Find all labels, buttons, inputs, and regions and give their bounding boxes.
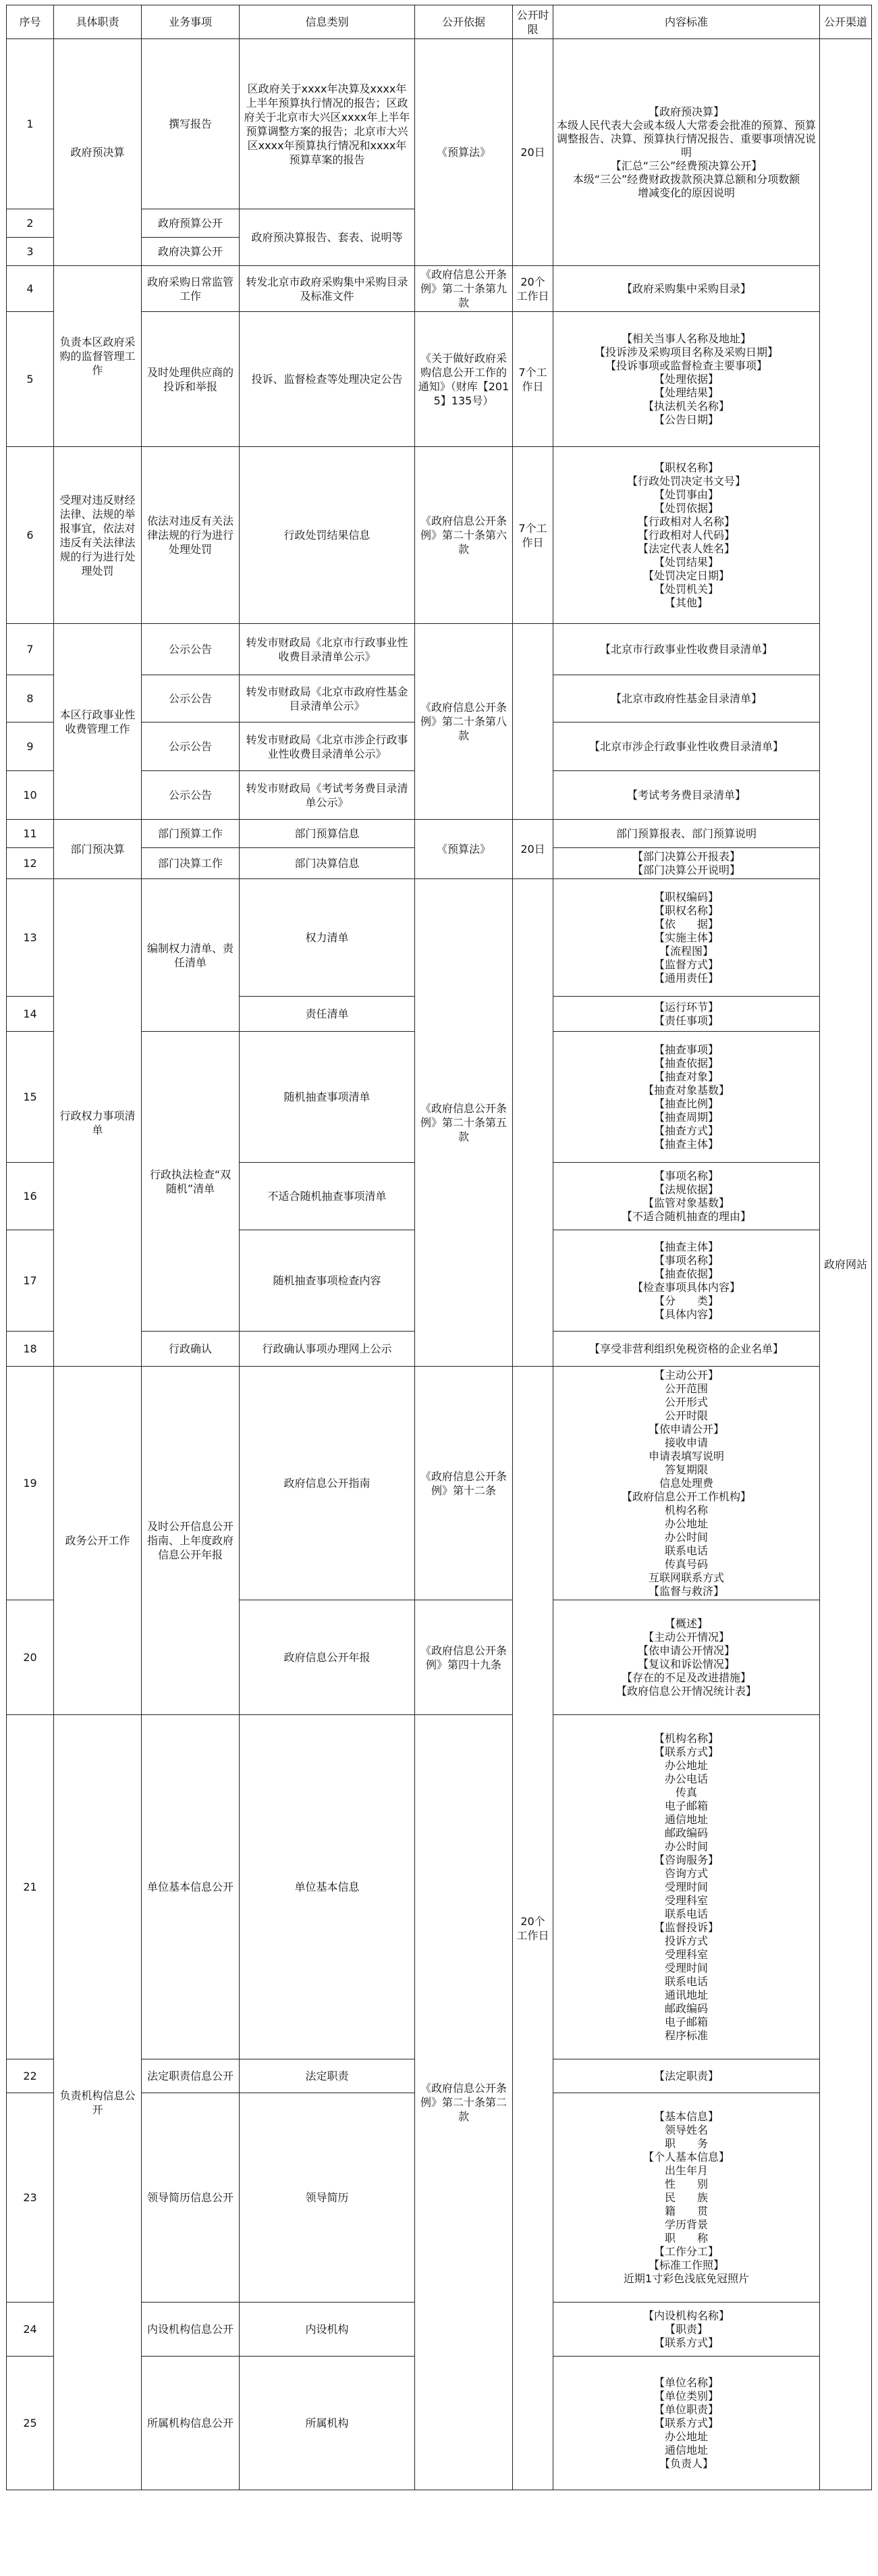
content-line: 近期1寸彩色浅底免冠照片 [623,2271,750,2285]
row-number: 24 [7,2303,54,2357]
content-line: 学历背景 [664,2217,708,2231]
content-line: 【抽查方式】 [653,1124,719,1137]
content-line: 【北京市行政事业性收费目录清单】 [599,642,773,656]
content-line: 【责任事项】 [653,1014,719,1027]
row-number: 18 [7,1332,54,1367]
table-row [7,820,872,848]
content-line: 【单位名称】 [653,2375,719,2389]
content-line: 申请表填写说明 [648,1449,724,1463]
content-line: 邮政编码 [664,1826,708,1839]
content-line: 【事项名称】 [653,1253,719,1267]
content-cell [553,2059,820,2093]
info-cell: 内设机构 [240,2303,415,2357]
content-cell [553,2357,820,2490]
item-cell: 单位基本信息公开 [142,1715,240,2059]
content-cell [553,2303,820,2357]
content-line: 【处罚依据】 [653,501,719,515]
content-line: 领导姓名 [664,2123,708,2136]
content-cell [553,771,820,820]
content-line: 受理科室 [664,1893,708,1907]
content-line: 【法规依据】 [653,1182,719,1196]
info-cell: 不适合随机抽查事项清单 [240,1163,415,1230]
content-line: 【监督与救济】 [648,1584,724,1598]
content-line: 职 务 [664,2136,708,2150]
header-channel: 公开渠道 [820,5,872,39]
content-line: 【主动公开情况】 [642,1630,730,1644]
content-cell [553,312,820,447]
row-number: 1 [7,39,54,209]
row-number: 25 [7,2357,54,2490]
basis-cell: 《政府信息公开条例》第四十九条 [415,1600,513,1715]
time-cell: 20日 [513,39,553,266]
content-line: 【内设机构名称】 [642,2309,730,2322]
row-number: 10 [7,771,54,820]
content-line: 【联系方式】 [653,1745,719,1758]
content-line: 民 族 [664,2190,708,2204]
content-line: 【相关当事人名称及地址】 [621,332,751,345]
row-number: 5 [7,312,54,447]
content-line: 【部门决算公开报表】 [632,849,740,863]
item-cell: 部门预算工作 [142,820,240,848]
info-cell: 政府信息公开年报 [240,1600,415,1715]
info-cell: 行政确认事项办理网上公示 [240,1332,415,1367]
content-line: 办公地址 [664,2429,708,2443]
item-cell: 政府预算公开 [142,209,240,238]
item-cell: 行政执法检查“双随机”清单 [142,1032,240,1332]
content-line: 籍 贯 [664,2204,708,2217]
content-cell [553,1230,820,1332]
time-cell: 7个工作日 [513,312,553,447]
info-cell: 责任清单 [240,997,415,1032]
info-cell: 行政处罚结果信息 [240,447,415,624]
content-cell [553,266,820,312]
content-line: 【监督方式】 [653,957,719,971]
basis-cell: 《政府信息公开条例》第二十条第八款 [415,624,513,820]
content-line: 【处罚事由】 [653,488,719,501]
info-cell: 投诉、监督检查等处理决定公告 [240,312,415,447]
item-cell: 法定职责信息公开 [142,2059,240,2093]
item-cell: 公示公告 [142,771,240,820]
content-line: 【复议和诉讼情况】 [637,1657,735,1671]
content-line: 增减变化的原因说明 [637,186,735,199]
content-line: 【概述】 [664,1616,708,1630]
info-cell: 转发北京市政府采购集中采购目录及标准文件 [240,266,415,312]
content-line: 【存在的不足及改进措施】 [621,1671,751,1684]
content-cell [553,1367,820,1600]
disclosure-table [6,5,872,2490]
info-cell: 转发市财政局《北京市政府性基金目录清单公示》 [240,675,415,722]
time-cell: 20个工作日 [513,1367,553,2490]
content-line: 咨询方式 [664,1866,708,1880]
content-line: 公开范围 [664,1382,708,1395]
content-cell [553,624,820,675]
row-number: 17 [7,1230,54,1332]
content-line: 电子邮箱 [664,2015,708,2028]
content-line: 【处理依据】 [653,372,719,386]
content-cell [553,1600,820,1715]
table-row [7,624,872,675]
content-line: 联系电话 [664,1544,708,1557]
duty-cell: 政府预决算 [54,39,142,266]
content-line: 【汇总“三公”经费预决算公开】 [610,159,763,172]
basis-cell: 《关于做好政府采购信息公开工作的通知》（财库【2015】135号） [415,312,513,447]
content-line: 【依申请公开】 [648,1422,724,1436]
basis-cell: 《政府信息公开条例》第二十条第九款 [415,266,513,312]
content-line: 通信地址 [664,2443,708,2456]
content-line: 【具体内容】 [653,1307,719,1321]
info-cell: 转发市财政局《考试考务费目录清单公示》 [240,771,415,820]
item-cell: 内设机构信息公开 [142,2303,240,2357]
content-line: 【咨询服务】 [653,1853,719,1866]
content-line: 【享受非营利组织免税资格的企业名单】 [588,1342,784,1355]
row-number: 13 [7,879,54,997]
content-line: 办公电话 [664,1772,708,1785]
info-cell: 随机抽查事项检查内容 [240,1230,415,1332]
content-line: 【公告日期】 [653,413,719,426]
item-cell: 及时处理供应商的投诉和举报 [142,312,240,447]
row-number: 3 [7,238,54,266]
item-cell: 公示公告 [142,722,240,771]
info-cell: 法定职责 [240,2059,415,2093]
content-line: 【政府预决算】 [648,105,724,118]
item-cell: 领导简历信息公开 [142,2093,240,2303]
row-number: 7 [7,624,54,675]
content-line: 【负责人】 [659,2456,713,2470]
row-number: 4 [7,266,54,312]
content-line: 部门预算报表、部门预算说明 [615,826,757,840]
info-cell: 转发市财政局《北京市行政事业性收费目录清单公示》 [240,624,415,675]
content-line: 职 称 [664,2231,708,2244]
table-row [7,447,872,624]
content-cell [553,879,820,997]
info-cell: 政府预决算报告、套表、说明等 [240,209,415,266]
duty-cell: 部门预决算 [54,820,142,879]
content-line: 【抽查对象基数】 [642,1083,730,1097]
item-cell: 依法对违反有关法律法规的行为进行处理处罚 [142,447,240,624]
content-line: 联系电话 [664,1907,708,1920]
content-line: 【抽查对象】 [653,1070,719,1083]
content-line: 【投诉事项或监督检查主要事项】 [605,359,767,372]
content-line: 办公地址 [664,1758,708,1772]
info-cell: 区政府关于xxxx年决算及xxxx年上半年预算执行情况的报告；区政府关于北京市大兴区xxxx年上半年预算调整方案的报告；北京市大兴区xxxx年预算执行情况和xxxx年预算草案的报告 [240,39,415,209]
content-line: 公开形式 [664,1395,708,1409]
content-line: 答复期限 [664,1463,708,1476]
row-number: 14 [7,997,54,1032]
content-cell [553,447,820,624]
content-line: 【主动公开】 [653,1368,719,1382]
time-cell [513,879,553,1367]
content-line: 【处罚机关】 [653,582,719,596]
table-row [7,39,872,209]
content-line: 出生年月 [664,2163,708,2177]
content-line: 【分 类】 [653,1294,719,1307]
content-line: 【抽查主体】 [653,1137,719,1151]
duty-cell: 负责机构信息公开 [54,1715,142,2490]
content-line: 【处理结果】 [653,386,719,399]
time-cell: 20个工作日 [513,266,553,312]
row-number: 16 [7,1163,54,1230]
duty-cell: 本区行政事业性收费管理工作 [54,624,142,820]
content-line: 受理科室 [664,1947,708,1961]
content-line: 【抽查周期】 [653,1110,719,1124]
item-cell: 行政确认 [142,1332,240,1367]
row-number: 20 [7,1600,54,1715]
content-line: 【依 据】 [653,917,719,930]
content-line: 受理时间 [664,1961,708,1974]
row-number: 6 [7,447,54,624]
content-line: 本级“三公”经费财政拨款预决算总额和分项数额 [572,172,800,186]
content-line: 【抽查依据】 [653,1267,719,1280]
content-line: 【职权名称】 [653,461,719,474]
content-line: 本级人民代表大会或本级人大常委会批准的预算、预算调整报告、决算、预算执行情况报告、重要事项情况说明 [556,118,816,159]
header-time-limit: 公开时限 [513,5,553,39]
basis-cell: 《政府信息公开条例》第二十条第六款 [415,447,513,624]
content-line: 【事项名称】 [653,1169,719,1182]
duty-cell: 行政权力事项清单 [54,879,142,1367]
row-number: 22 [7,2059,54,2093]
content-line: 接收申请 [664,1436,708,1449]
time-cell: 20日 [513,820,553,879]
content-line: 【行政相对人名称】 [637,515,735,528]
content-cell [553,997,820,1032]
table-row [7,1715,872,2059]
basis-cell: 《预算法》 [415,820,513,879]
content-line: 【运行环节】 [653,1000,719,1014]
content-line: 【抽查比例】 [653,1097,719,1110]
content-cell [553,675,820,722]
item-cell: 公示公告 [142,675,240,722]
header-duty: 具体职责 [54,5,142,39]
content-line: 【行政处罚决定书文号】 [626,474,746,488]
row-number: 19 [7,1367,54,1600]
content-line: 【北京市政府性基金目录清单】 [610,691,762,705]
header-no: 序号 [7,5,54,39]
content-line: 【职权名称】 [653,903,719,917]
content-cell [553,820,820,848]
content-line: 【工作分工】 [653,2244,719,2258]
row-number: 8 [7,675,54,722]
content-line: 受理时间 [664,1880,708,1893]
header-item: 业务事项 [142,5,240,39]
content-line: 【抽查事项】 [653,1043,719,1056]
content-line: 【流程图】 [659,944,713,957]
content-line: 【北京市涉企行政事业性收费目录清单】 [588,739,784,753]
content-line: 性 别 [664,2177,708,2190]
content-line: 【个人基本信息】 [642,2150,730,2163]
content-line: 【基本信息】 [653,2109,719,2123]
content-line: 【法定代表人姓名】 [637,542,735,555]
content-line: 【单位类别】 [653,2389,719,2402]
content-line: 【其他】 [664,596,708,609]
row-number: 15 [7,1032,54,1163]
content-line: 【检查事项具体内容】 [632,1280,740,1294]
content-cell [553,1163,820,1230]
content-line: 【行政相对人代码】 [637,528,735,542]
info-cell: 所属机构 [240,2357,415,2490]
content-line: 【通用责任】 [653,971,719,984]
row-number: 9 [7,722,54,771]
content-line: 【抽查主体】 [653,1240,719,1253]
info-cell: 转发市财政局《北京市涉企行政事业性收费目录清单公示》 [240,722,415,771]
content-line: 【依申请公开情况】 [637,1644,735,1657]
content-line: 办公时间 [664,1530,708,1544]
basis-cell: 《政府信息公开条例》第十二条 [415,1367,513,1600]
row-number: 2 [7,209,54,238]
time-cell: 7个工作日 [513,447,553,624]
content-line: 【职责】 [664,2322,708,2336]
content-line: 【实施主体】 [653,930,719,944]
channel-cell: 政府网站 [820,39,872,2490]
duty-cell: 受理对违反财经法律、法规的举报事宜，依法对违反有关法律法规的行为进行处理处罚 [54,447,142,624]
item-cell: 政府采购日常监管工作 [142,266,240,312]
content-line: 通信地址 [664,1812,708,1826]
content-cell [553,2093,820,2303]
content-line: 邮政编码 [664,2001,708,2015]
content-line: 信息处理费 [659,1476,713,1490]
info-cell: 部门预算信息 [240,820,415,848]
content-line: 【机构名称】 [653,1731,719,1745]
content-line: 【联系方式】 [653,2416,719,2429]
row-number: 21 [7,1715,54,2059]
basis-cell: 《政府信息公开条例》第二十条第五款 [415,879,513,1367]
content-line: 传真 [675,1785,697,1799]
content-line: 通讯地址 [664,1988,708,2001]
duty-cell: 政务公开工作 [54,1367,142,1715]
time-cell [513,624,553,820]
duty-cell: 负责本区政府采购的监督管理工作 [54,266,142,447]
header-info-type: 信息类别 [240,5,415,39]
content-cell [553,1332,820,1367]
content-line: 程序标准 [664,2028,708,2042]
table-row [7,1367,872,1600]
table-row [7,879,872,997]
content-line: 【联系方式】 [653,2336,719,2349]
content-line: 【标准工作照】 [648,2258,724,2271]
content-line: 【处罚决定日期】 [642,569,730,582]
table-row [7,266,872,312]
content-cell [553,1715,820,2059]
info-cell: 随机抽查事项清单 [240,1032,415,1163]
content-line: 【不适合随机抽查的理由】 [621,1209,751,1223]
item-cell: 所属机构信息公开 [142,2357,240,2490]
content-cell [553,39,820,266]
content-line: 【监督投诉】 [653,1920,719,1934]
content-cell [553,848,820,879]
item-cell: 撰写报告 [142,39,240,209]
header-content: 内容标准 [553,5,820,39]
content-line: 互联网联系方式 [648,1571,724,1584]
content-line: 【单位职责】 [653,2402,719,2416]
content-line: 【政府采购集中采购目录】 [621,282,751,295]
content-line: 办公时间 [664,1839,708,1853]
item-cell: 及时公开信息公开指南、上年度政府信息公开年报 [142,1367,240,1715]
content-line: 传真号码 [664,1557,708,1571]
content-line: 【投诉涉及采购项目名称及采购日期】 [594,345,778,359]
content-line: 【执法机关名称】 [642,399,730,413]
header-basis: 公开依据 [415,5,513,39]
content-line: 【政府信息公开情况统计表】 [615,1684,757,1698]
item-cell: 部门决算工作 [142,848,240,879]
content-line: 【处罚结果】 [653,555,719,569]
content-line: 【抽查依据】 [653,1056,719,1070]
content-line: 【监管对象基数】 [642,1196,730,1209]
content-line: 公开时限 [664,1409,708,1422]
content-line: 【考试考务费目录清单】 [626,788,746,801]
item-cell: 政府决算公开 [142,238,240,266]
header-row [7,5,872,39]
content-line: 【职权编码】 [653,890,719,903]
content-line: 联系电话 [664,1974,708,1988]
item-cell: 编制权力清单、责任清单 [142,879,240,1032]
row-number: 12 [7,848,54,879]
content-line: 【法定职责】 [653,2069,719,2082]
content-cell [553,722,820,771]
content-line: 【政府信息公开工作机构】 [621,1490,751,1503]
info-cell: 单位基本信息 [240,1715,415,2059]
content-line: 电子邮箱 [664,1799,708,1812]
info-cell: 领导简历 [240,2093,415,2303]
item-cell: 公示公告 [142,624,240,675]
content-cell [553,1032,820,1163]
content-line: 办公地址 [664,1517,708,1530]
content-line: 【部门决算公开说明】 [632,863,740,876]
content-line: 机构名称 [664,1503,708,1517]
basis-cell: 《预算法》 [415,39,513,266]
info-cell: 部门决算信息 [240,848,415,879]
basis-cell: 《政府信息公开条例》第二十条第二款 [415,1715,513,2490]
row-number: 11 [7,820,54,848]
content-line: 投诉方式 [664,1934,708,1947]
info-cell: 权力清单 [240,879,415,997]
row-number: 23 [7,2093,54,2303]
info-cell: 政府信息公开指南 [240,1367,415,1600]
